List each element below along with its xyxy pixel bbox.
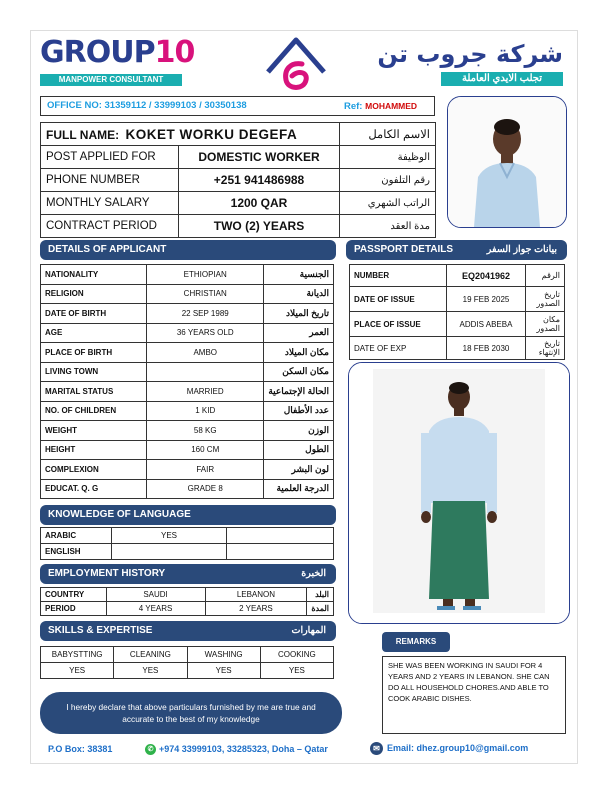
passport-title-ar: بيانات جواز السفر (486, 244, 557, 255)
detail-ar: العمر (264, 323, 334, 343)
passport-ar: مكان الصدور (526, 312, 565, 337)
employment-title: EMPLOYMENT HISTORY (48, 568, 166, 579)
table-row (41, 528, 334, 544)
logo-subtitle: MANPOWER CONSULTANT (40, 74, 182, 86)
post-ar: الوظيفة (340, 146, 436, 169)
table-row (41, 479, 334, 499)
detail-value: GRADE 8 (147, 479, 264, 499)
detail-ar: الحالة الإجتماعية (264, 382, 334, 402)
detail-value: 1 KID (147, 401, 264, 421)
logo-text-group: GROUP (40, 35, 155, 70)
detail-label: HEIGHT (41, 440, 147, 460)
detail-value: FAIR (147, 460, 264, 480)
period-value: 4 YEARS (106, 602, 205, 616)
whatsapp-icon: ✆ (145, 744, 156, 755)
skill-value: YES (187, 663, 260, 679)
skill-name: WASHING (187, 647, 260, 663)
table-row (41, 284, 334, 304)
language-value (112, 544, 227, 560)
language-header (40, 505, 336, 525)
period-value: 2 YEARS (205, 602, 307, 616)
person-full-body-icon (349, 363, 569, 623)
person-headshot-icon (448, 97, 566, 227)
detail-value: 36 YEARS OLD (147, 323, 264, 343)
skill-value: YES (41, 663, 114, 679)
detail-label: PLACE OF BIRTH (41, 343, 147, 363)
country-value: SAUDI (106, 588, 205, 602)
details-header (40, 240, 336, 260)
skill-name: CLEANING (114, 647, 187, 663)
passport-label: PLACE OF ISSUE (350, 312, 447, 337)
language-empty-cell (227, 528, 334, 544)
language-label: ARABIC (41, 528, 112, 544)
phone-label: PHONE NUMBER (41, 169, 179, 192)
table-row (350, 312, 565, 337)
passport-ar: تاريخ الإنتهاء (526, 337, 565, 360)
passport-label: DATE OF ISSUE (350, 287, 447, 312)
declaration-text: I hereby declare that above particulars furnished by me are true and accurate to the best of my knowledge (40, 692, 342, 734)
passport-value: ADDIS ABEBA (447, 312, 526, 337)
detail-label: EDUCAT. Q. G (41, 479, 147, 499)
contract-label: CONTRACT PERIOD (41, 215, 179, 238)
table-row (41, 382, 334, 402)
arabic-logo (377, 40, 563, 86)
employment-header (40, 564, 336, 584)
table-row (41, 123, 436, 146)
detail-label: DATE OF BIRTH (41, 304, 147, 324)
detail-label: MARITAL STATUS (41, 382, 147, 402)
footer-email[interactable] (370, 742, 528, 755)
table-row (41, 146, 436, 169)
detail-label: RELIGION (41, 284, 147, 304)
details-title: DETAILS OF APPLICANT (48, 244, 167, 255)
table-row (350, 337, 565, 360)
logo-arabic-subtitle: تجلب الايدي العاملة (441, 72, 563, 86)
passport-header (346, 240, 567, 260)
skills-header (40, 621, 336, 641)
passport-value: EQ2041962 (447, 265, 526, 287)
passport-label: DATE OF EXP (350, 337, 447, 360)
table-row (41, 169, 436, 192)
skill-value: YES (260, 663, 333, 679)
period-ar: المدة (307, 602, 334, 616)
passport-value: 18 FEB 2030 (447, 337, 526, 360)
remarks-text: SHE WAS BEEN WORKING IN SAUDI FOR 4 YEARS AND 2 YEARS IN LEBANON. SHE CAN DO ALL HOUSEHOLD CHORES.AND ABLE TO COOK ARABIC DISHES. (382, 656, 566, 734)
office-numbers: OFFICE NO: 31359112 / 33999103 / 30350138 (47, 100, 247, 111)
salary-ar: الراتب الشهري (340, 192, 436, 215)
country-label: COUNTRY (41, 588, 107, 602)
applicant-full-body-photo (348, 362, 570, 624)
office-bar (40, 96, 435, 116)
detail-ar: تاريخ الميلاد (264, 304, 334, 324)
detail-label: NO. OF CHILDREN (41, 401, 147, 421)
table-row (41, 588, 334, 602)
skills-title: SKILLS & EXPERTISE (48, 625, 153, 636)
po-box: P.O Box: 38381 (48, 744, 113, 754)
detail-ar: عدد الأطفال (264, 401, 334, 421)
table-row (41, 343, 334, 363)
contract-ar: مدة العقد (340, 215, 436, 238)
language-title: KNOWLEDGE OF LANGUAGE (48, 509, 191, 520)
table-row (41, 323, 334, 343)
table-row (41, 663, 334, 679)
detail-label: AGE (41, 323, 147, 343)
detail-value: CHRISTIAN (147, 284, 264, 304)
full-name-value: KOKET WORKU DEGEFA (125, 126, 298, 142)
footer-phones-text: +974 33999103, 33285323, Doha – Qatar (159, 744, 328, 754)
passport-ar: تاريخ الصدور (526, 287, 565, 312)
period-label: PERIOD (41, 602, 107, 616)
table-row (41, 265, 334, 285)
detail-label: COMPLEXION (41, 460, 147, 480)
detail-value (147, 362, 264, 382)
table-row (41, 215, 436, 238)
employment-table (40, 587, 334, 616)
language-empty-cell (227, 544, 334, 560)
country-value: LEBANON (205, 588, 307, 602)
passport-label: NUMBER (350, 265, 447, 287)
skills-table (40, 646, 334, 679)
logo-arabic-text: شركة جروب تن (377, 40, 563, 68)
main-info-table (40, 122, 436, 238)
full-name-ar: الاسم الكامل (340, 123, 436, 146)
table-row (350, 287, 565, 312)
salary-label: MONTHLY SALARY (41, 192, 179, 215)
detail-ar: الدرجة العلمية (264, 479, 334, 499)
post-label: POST APPLIED FOR (41, 146, 179, 169)
table-row (41, 192, 436, 215)
detail-ar: لون البشر (264, 460, 334, 480)
footer-email-text: Email: dhez.group10@gmail.com (387, 742, 529, 753)
table-row (41, 602, 334, 616)
detail-label: WEIGHT (41, 421, 147, 441)
passport-ar: الرقم (526, 265, 565, 287)
salary-value: 1200 QAR (179, 192, 340, 215)
language-value: YES (112, 528, 227, 544)
detail-ar: الجنسية (264, 265, 334, 285)
country-ar: البلد (307, 588, 334, 602)
detail-value: MARRIED (147, 382, 264, 402)
passport-title: PASSPORT DETAILS (354, 244, 454, 255)
detail-value: 58 KG (147, 421, 264, 441)
detail-value: 22 SEP 1989 (147, 304, 264, 324)
detail-ar: مكان الميلاد (264, 343, 334, 363)
table-row (350, 265, 565, 287)
group10-logo (40, 36, 194, 86)
skills-title-ar: المهارات (291, 625, 326, 636)
ref-label: Ref: (344, 101, 363, 112)
email-icon: ✉ (370, 742, 383, 755)
detail-ar: الطول (264, 440, 334, 460)
detail-label: LIVING TOWN (41, 362, 147, 382)
full-name-label: FULL NAME: (46, 127, 120, 142)
detail-value: ETHIOPIAN (147, 265, 264, 285)
detail-ar: مكان السكن (264, 362, 334, 382)
details-table (40, 264, 334, 499)
phone-value: +251 941486988 (179, 169, 340, 192)
contract-value: TWO (2) YEARS (179, 215, 340, 238)
remarks-header: REMARKS (382, 632, 450, 652)
skill-value: YES (114, 663, 187, 679)
detail-ar: الديانة (264, 284, 334, 304)
table-row (41, 421, 334, 441)
skill-name: COOKING (260, 647, 333, 663)
detail-label: NATIONALITY (41, 265, 147, 285)
table-row (41, 460, 334, 480)
full-name-cell (41, 123, 340, 146)
table-row (41, 401, 334, 421)
table-row (41, 647, 334, 663)
detail-value: AMBO (147, 343, 264, 363)
skill-name: BABYSTTING (41, 647, 114, 663)
passport-table (349, 264, 565, 360)
table-row (41, 304, 334, 324)
logo-text-10: 10 (154, 35, 195, 70)
phone-ar: رقم التلفون (340, 169, 436, 192)
house-logo-icon (262, 34, 330, 94)
language-table (40, 527, 334, 560)
post-value: DOMESTIC WORKER (179, 146, 340, 169)
ref-value: MOHAMMED (365, 101, 418, 111)
language-label: ENGLISH (41, 544, 112, 560)
footer-phones (145, 744, 328, 755)
applicant-headshot-photo (447, 96, 567, 228)
passport-value: 19 FEB 2025 (447, 287, 526, 312)
table-row (41, 544, 334, 560)
detail-value: 160 CM (147, 440, 264, 460)
table-row (41, 440, 334, 460)
employment-title-ar: الخبرة (301, 568, 326, 579)
detail-ar: الوزن (264, 421, 334, 441)
ref-field (344, 97, 417, 116)
table-row (41, 362, 334, 382)
